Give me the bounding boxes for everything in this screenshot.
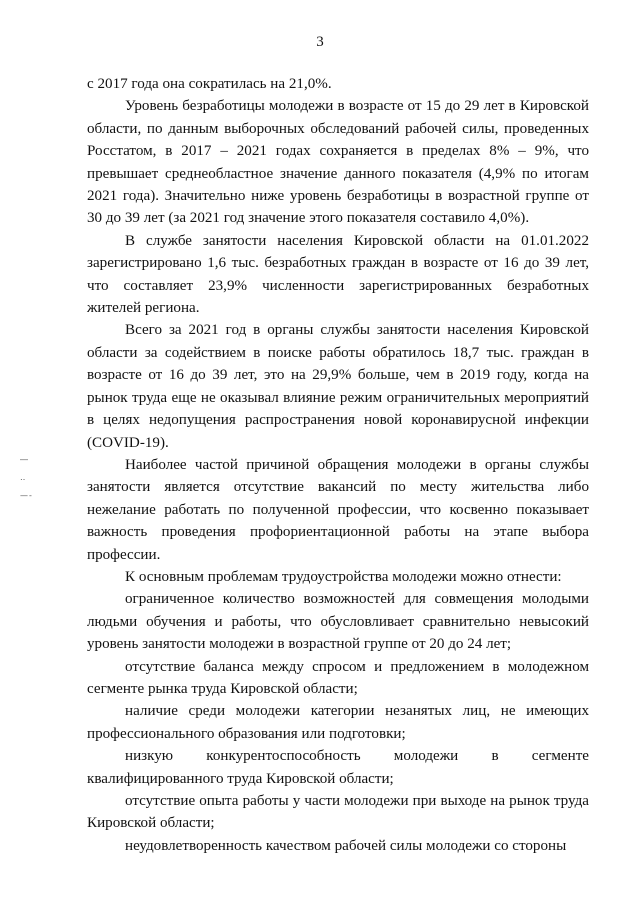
list-item-problem: неудовлетворенность качеством рабочей силы молодежи со стороны <box>125 837 567 854</box>
paragraph-continuation: с 2017 года она сократилась на 21,0%. <box>87 76 332 92</box>
list-item-problem: низкую конкурентоспособность молодежи в сегменте квалифицированного труда Кировской области; <box>87 748 589 787</box>
document-body <box>87 73 589 857</box>
margin-mark: ‥ <box>20 473 27 482</box>
list-item-problem: отсутствие опыта работы у части молодежи при выходе на рынок труда Кировской области; <box>87 793 589 832</box>
paragraph-problems-intro: К основным проблемам трудоустройства молодежи можно отнести: <box>125 568 562 585</box>
margin-mark: ― <box>20 455 29 464</box>
paragraph-main-reason: Наиболее частой причиной обращения молодежи в органы службы занятости является отсутствие вакансий по месту жительства либо нежелание работать по полученной профессии, что косвенно показывает важность проведения профориентационной работы на этапе выбора профессии. <box>87 456 589 563</box>
list-item-problem: ограниченное количество возможностей для совмещения молодыми людьми обучения и работы, что обусловливает сравнительно невысокий уровень занятости молодежи в возрастной группе от 20 до 24 лет; <box>87 591 589 653</box>
page-number: 3 <box>316 34 324 50</box>
list-item-problem: отсутствие баланса между спросом и предложением в молодежном сегменте рынка труда Кировской области; <box>87 658 589 697</box>
paragraph-registered-unemployed: В службе занятости населения Кировской области на 01.01.2022 зарегистрировано 1,6 тыс. безработных граждан в возрасте от 16 до 39 лет, что составляет 23,9% численности зарегистрированных безработных жителей региона. <box>87 232 589 317</box>
margin-mark: —‐ <box>20 491 33 500</box>
margin-marks <box>20 455 40 501</box>
list-item-problem: наличие среди молодежи категории незанятых лиц, не имеющих профессионального образования или подготовки; <box>87 703 589 742</box>
paragraph-youth-unemployment: Уровень безработицы молодежи в возрасте от 15 до 29 лет в Кировской области, по данным выборочных обследований рабочей силы, проведенных Росстатом, в 2017 – 2021 годах сохраняется в пределах 8% – 9%, что превышает среднеобластное значение данного показателя (4,9% по итогам 2021 года). Значительно ниже уровень безработицы в возрастной группе от 30 до 39 лет (за 2021 год значение этого показателя составило 4,0%). <box>87 98 589 227</box>
paragraph-employment-service-requests: Всего за 2021 год в органы службы занятости населения Кировской области за содействием в поиске работы обратилось 18,7 тыс. граждан в возрасте от 16 до 39 лет, это на 29,9% больше, чем в 2019 году, когда на рынок труда еще не оказывал влияние режим ограничительных мероприятий в целях недопущения распространения новой коронавирусной инфекции (COVID-19). <box>87 322 589 451</box>
